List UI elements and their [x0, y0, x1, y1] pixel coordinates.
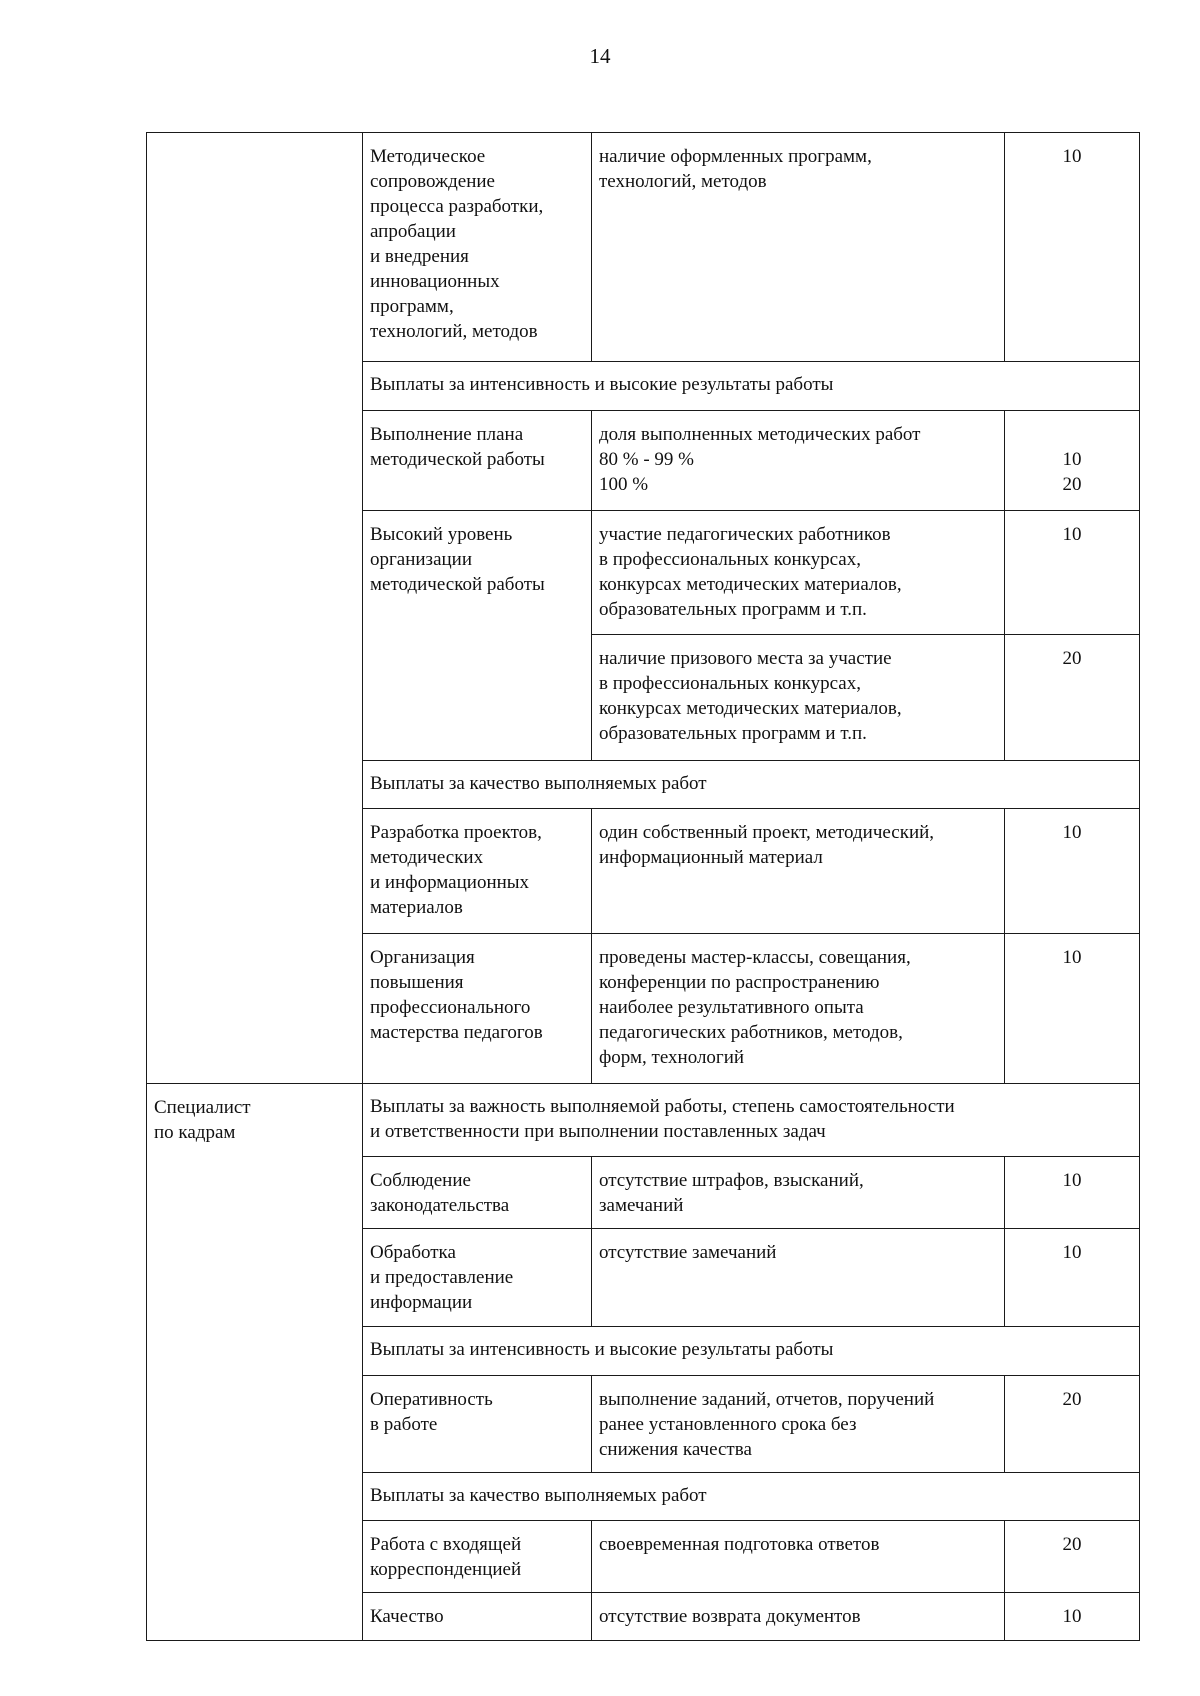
indicator-text: наиболее результативного опыта	[599, 997, 864, 1018]
indicator-cell	[592, 1521, 1005, 1593]
indicator-text: 80 % - 99 %	[599, 449, 694, 470]
position-cell	[147, 1084, 363, 1641]
indicator-text: наличие призового места за участие	[599, 648, 892, 669]
indicator-text: конкурсах методических материалов,	[599, 574, 902, 595]
points-cell	[1005, 1521, 1140, 1593]
section-header-cell	[363, 362, 1140, 411]
indicator-text: в профессиональных конкурсах,	[599, 549, 861, 570]
criterion-text: повышения	[370, 972, 464, 993]
criterion-text: профессионального	[370, 997, 531, 1018]
indicator-cell	[592, 133, 1005, 362]
criterion-text: Соблюдение	[370, 1170, 471, 1191]
points-value: 10	[1062, 1606, 1082, 1627]
table-row	[147, 133, 1140, 362]
indicator-text: технологий, методов	[599, 171, 767, 192]
points-value: 20	[1062, 648, 1082, 669]
points-value: 20	[1062, 1534, 1082, 1555]
criterion-text: Оперативность	[370, 1389, 493, 1410]
criterion-text: апробации	[370, 221, 456, 242]
criterion-cell	[363, 411, 592, 511]
indicator-text: отсутствие замечаний	[599, 1242, 777, 1263]
indicator-text: информационный материал	[599, 847, 823, 868]
criterion-text: законодательства	[370, 1195, 510, 1216]
criterion-text: организации	[370, 549, 473, 570]
indicator-text: в профессиональных конкурсах,	[599, 673, 861, 694]
criterion-text: технологий, методов	[370, 321, 538, 342]
points-cell	[1005, 934, 1140, 1084]
points-value	[1005, 422, 1139, 447]
criterion-text: программ,	[370, 296, 454, 317]
points-cell	[1005, 1229, 1140, 1327]
indicator-cell	[592, 1229, 1005, 1327]
points-cell	[1005, 809, 1140, 934]
points-value: 10	[1062, 947, 1082, 968]
indicator-cell	[592, 1157, 1005, 1229]
section-header-text: Выплаты за интенсивность и высокие результаты работы	[370, 374, 834, 395]
criterion-text: Методическое	[370, 146, 486, 167]
criterion-text: Высокий уровень	[370, 524, 513, 545]
indicator-text: педагогических работников, методов,	[599, 1022, 903, 1043]
criterion-text: и внедрения	[370, 246, 469, 267]
indicator-cell	[592, 1593, 1005, 1641]
points-value: 10	[1062, 1242, 1082, 1263]
indicator-text: конференции по распространению	[599, 972, 880, 993]
points-value: 20	[1062, 1389, 1082, 1410]
points-value: 10	[1062, 146, 1082, 167]
indicator-text: форм, технологий	[599, 1047, 745, 1068]
criterion-text: Работа с входящей	[370, 1534, 522, 1555]
indicator-text: образовательных программ и т.п.	[599, 723, 867, 744]
criterion-text: Обработка	[370, 1242, 456, 1263]
payment-criteria-table	[146, 132, 1140, 1641]
indicator-text: отсутствие штрафов, взысканий,	[599, 1170, 864, 1191]
criterion-cell	[363, 133, 592, 362]
page-number: 14	[589, 44, 611, 68]
points-cell	[1005, 133, 1140, 362]
points-cell	[1005, 635, 1140, 761]
indicator-cell	[592, 411, 1005, 511]
section-header-text: Выплаты за качество выполняемых работ	[370, 1485, 707, 1506]
criterion-text: и информационных	[370, 872, 530, 893]
position-cell	[147, 133, 363, 1084]
indicator-text: выполнение заданий, отчетов, поручений	[599, 1389, 935, 1410]
indicator-text: один собственный проект, методический,	[599, 822, 935, 843]
points-value: 20	[1062, 474, 1082, 495]
indicator-cell	[592, 635, 1005, 761]
indicator-text: снижения качества	[599, 1439, 752, 1460]
criterion-cell	[363, 934, 592, 1084]
points-value: 10	[1062, 1170, 1082, 1191]
indicator-text: ранее установленного срока без	[599, 1414, 857, 1435]
criterion-cell	[363, 511, 592, 761]
criterion-cell	[363, 1521, 592, 1593]
criterion-text: Выполнение плана	[370, 424, 524, 445]
indicator-text: наличие оформленных программ,	[599, 146, 872, 167]
criterion-text: инновационных	[370, 271, 500, 292]
points-value: 10	[1062, 822, 1082, 843]
section-header-cell	[363, 761, 1140, 809]
criterion-text: в работе	[370, 1414, 438, 1435]
indicator-cell	[592, 511, 1005, 635]
indicator-text: доля выполненных методических работ	[599, 424, 921, 445]
criterion-text: и предоставление	[370, 1267, 514, 1288]
section-header-cell	[363, 1473, 1140, 1521]
indicator-cell	[592, 1376, 1005, 1473]
criterion-text: Разработка проектов,	[370, 822, 542, 843]
points-value: 10	[1062, 449, 1082, 470]
indicator-text: проведены мастер-классы, совещания,	[599, 947, 911, 968]
indicator-text: 100 %	[599, 474, 649, 495]
indicator-text: участие педагогических работников	[599, 524, 891, 545]
indicator-cell	[592, 809, 1005, 934]
position-text: по кадрам	[154, 1122, 236, 1143]
points-cell	[1005, 411, 1140, 511]
section-row	[147, 1084, 1140, 1157]
criterion-text: методической работы	[370, 574, 545, 595]
section-header-text: Выплаты за интенсивность и высокие результаты работы	[370, 1339, 834, 1360]
indicator-text: конкурсах методических материалов,	[599, 698, 902, 719]
criterion-cell	[363, 809, 592, 934]
indicator-text: своевременная подготовка ответов	[599, 1534, 880, 1555]
points-cell	[1005, 1376, 1140, 1473]
section-header-cell	[363, 1084, 1140, 1157]
points-cell	[1005, 1157, 1140, 1229]
criterion-text: материалов	[370, 897, 463, 918]
section-header-text: Выплаты за качество выполняемых работ	[370, 773, 707, 794]
criterion-cell	[363, 1593, 592, 1641]
criterion-text: информации	[370, 1292, 473, 1313]
points-cell	[1005, 1593, 1140, 1641]
table-body	[147, 133, 1140, 1641]
points-cell	[1005, 511, 1140, 635]
criterion-text: Качество	[370, 1606, 444, 1627]
criterion-text: методических	[370, 847, 484, 868]
criterion-text: методической работы	[370, 449, 545, 470]
section-header-cell	[363, 1327, 1140, 1376]
position-text: Специалист	[154, 1097, 251, 1118]
criterion-cell	[363, 1157, 592, 1229]
criterion-text: мастерства педагогов	[370, 1022, 543, 1043]
section-header-text: Выплаты за важность выполняемой работы, степень самостоятельности	[370, 1096, 955, 1117]
criterion-text: Организация	[370, 947, 475, 968]
indicator-text: образовательных программ и т.п.	[599, 599, 867, 620]
indicator-cell	[592, 934, 1005, 1084]
criterion-text: корреспонденцией	[370, 1559, 522, 1580]
indicator-text: отсутствие возврата документов	[599, 1606, 861, 1627]
criterion-text: сопровождение	[370, 171, 495, 192]
points-value: 10	[1062, 524, 1082, 545]
criterion-text: процесса разработки,	[370, 196, 544, 217]
criterion-cell	[363, 1229, 592, 1327]
indicator-text: замечаний	[599, 1195, 684, 1216]
criterion-cell	[363, 1376, 592, 1473]
section-header-text: и ответственности при выполнении поставленных задач	[370, 1121, 826, 1142]
